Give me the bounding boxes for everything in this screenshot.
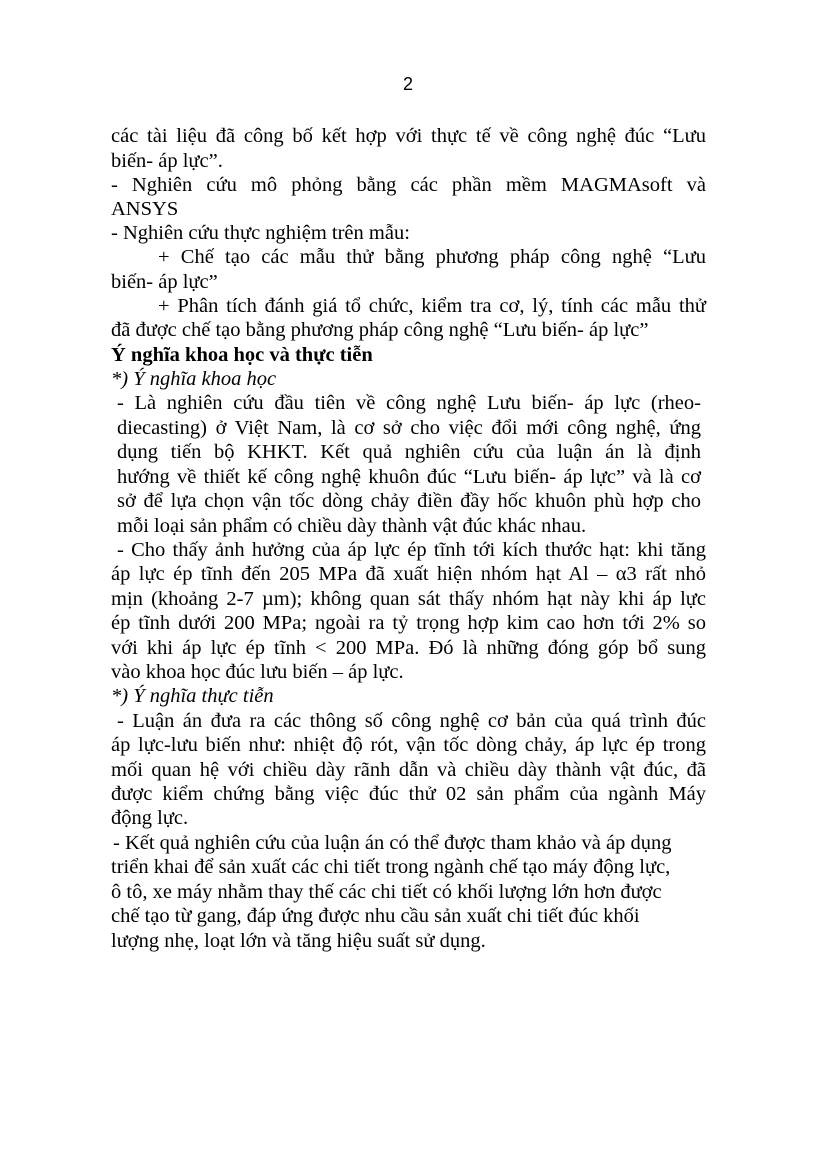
text-line: + Chế tạo các mẫu thử bằng phương pháp công nghệ “Lưu xyxy=(158,246,706,268)
text-line: mối quan hệ với chiều dày rãnh dẫn và chiều dày thành vật đúc, đã xyxy=(111,759,706,781)
text-line: triển khai để sản xuất các chi tiết trong ngành chế tạo máy động lực, xyxy=(111,856,671,878)
text-line: + Phân tích đánh giá tổ chức, kiểm tra cơ, lý, tính các mẫu thử xyxy=(158,295,706,317)
text-line: biến- áp lực” xyxy=(111,271,218,293)
text-line: động lực. xyxy=(111,807,189,829)
text-line: - Là nghiên cứu đầu tiên về công nghệ Lưu biến- áp lực (rheo- xyxy=(117,392,701,414)
text-line: mịn (khoảng 2-7 µm); không quan sát thấy nhóm hạt này khi áp lực xyxy=(111,588,706,610)
text-line: - Luận án đưa ra các thông số công nghệ cơ bản của quá trình đúc xyxy=(117,710,706,732)
text-line: - Kết quả nghiên cứu của luận án có thể được tham khảo và áp dụng xyxy=(113,832,672,854)
subsection-heading: *) Ý nghĩa khoa học xyxy=(111,368,277,390)
text-line: hướng về thiết kế công nghệ khuôn đúc “Lưu biến- áp lực” và là cơ xyxy=(117,466,701,488)
text-line: đã được chế tạo bằng phương pháp công nghệ “Lưu biến- áp lực” xyxy=(111,319,649,341)
text-line: áp lực ép tĩnh đến 205 MPa đã xuất hiện nhóm hạt Al – α3 rất nhỏ xyxy=(111,563,706,585)
text-line: ô tô, xe máy nhằm thay thế các chi tiết có khối lượng lớn hơn được xyxy=(111,881,662,903)
text-line: các tài liệu đã công bố kết hợp với thực tế về công nghệ đúc “Lưu xyxy=(111,125,706,147)
section-heading: Ý nghĩa khoa học và thực tiễn xyxy=(111,344,373,366)
text-line: chế tạo từ gang, đáp ứng được nhu cầu sản xuất chi tiết đúc khối xyxy=(111,905,640,927)
text-line: được kiểm chứng bằng việc đúc thử 02 sản phẩm của ngành Máy xyxy=(111,783,706,805)
text-line: ANSYS xyxy=(111,198,179,220)
text-line: mỗi loại sản phẩm có chiều dày thành vật đúc khác nhau. xyxy=(117,515,587,537)
text-line: - Nghiên cứu mô phỏng bằng các phần mềm MAGMAsoft và xyxy=(111,174,706,196)
text-line: lượng nhẹ, loạt lớn và tăng hiệu suất sử dụng. xyxy=(111,930,486,952)
text-line: dụng tiến bộ KHKT. Kết quả nghiên cứu của luận án là định xyxy=(117,441,701,463)
text-line: áp lực-lưu biến như: nhiệt độ rót, vận tốc dòng chảy, áp lực ép trong xyxy=(111,734,706,756)
text-line: ép tĩnh dưới 200 MPa; ngoài ra tỷ trọng hợp kim cao hơn tới 2% so xyxy=(111,612,706,634)
text-line: - Cho thấy ảnh hưởng của áp lực ép tĩnh tới kích thước hạt: khi tăng xyxy=(117,539,706,561)
text-line: diecasting) ở Việt Nam, là cơ sở cho việc đổi mới công nghệ, ứng xyxy=(117,417,701,439)
text-line: biến- áp lực”. xyxy=(111,150,223,172)
text-line: với khi áp lực ép tĩnh < 200 MPa. Đó là những đóng góp bổ sung xyxy=(111,637,706,659)
page-number: 2 xyxy=(402,74,413,94)
text-line: vào khoa học đúc lưu biến – áp lực. xyxy=(111,661,404,683)
text-line: - Nghiên cứu thực nghiệm trên mẫu: xyxy=(111,222,410,244)
subsection-heading: *) Ý nghĩa thực tiễn xyxy=(111,685,274,707)
text-line: sở để lựa chọn vận tốc dòng chảy điền đầy hốc khuôn phù hợp cho xyxy=(117,490,701,512)
